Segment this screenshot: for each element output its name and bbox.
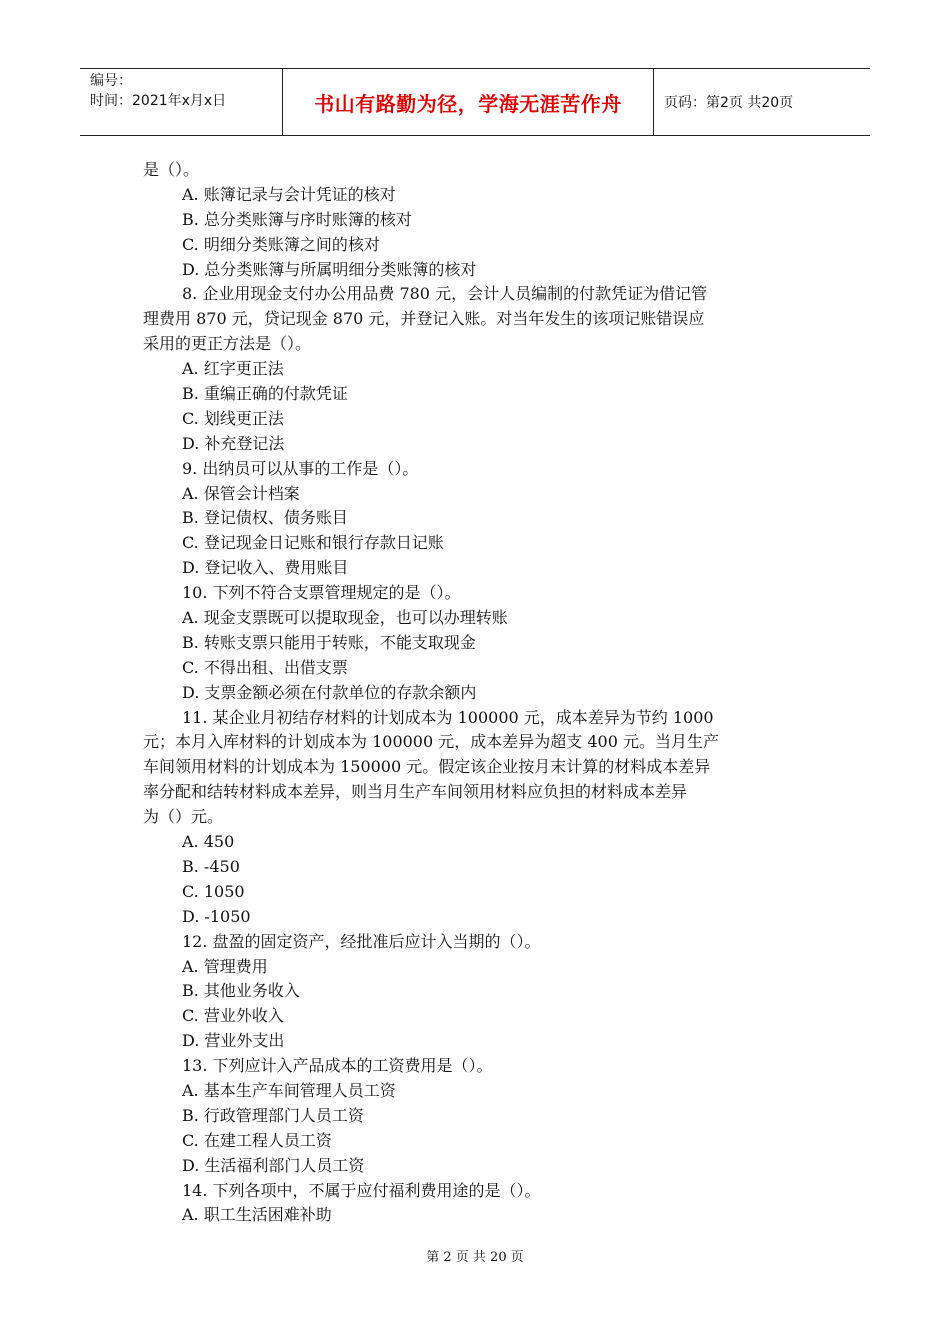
text-line: A. 红字更正法 <box>182 359 284 379</box>
text-line: C. 划线更正法 <box>182 408 284 428</box>
text-line: C. 登记现金日记账和银行存款日记账 <box>182 533 444 553</box>
text-line: B. 转账支票只能用于转账，不能支取现金 <box>182 632 476 652</box>
text-line: A. 账簿记录与会计凭证的核对 <box>182 184 396 204</box>
text-line: D. -1050 <box>182 906 251 926</box>
text-line: 10. 下列不符合支票管理规定的是（）。 <box>182 583 461 603</box>
document-body <box>143 158 813 1228</box>
text-line: A. 基本生产车间管理人员工资 <box>182 1080 396 1100</box>
text-line: B. 总分类账簿与序时账簿的核对 <box>182 209 412 229</box>
text-line: D. 支票金额必须在付款单位的存款余额内 <box>182 682 477 702</box>
text-line: 11. 某企业月初结存材料的计划成本为 100000 元，成本差异为节约 1000 <box>182 707 714 727</box>
text-line: A. 450 <box>182 832 235 852</box>
header-motto: 书山有路勤为径，学海无涯苦作舟 <box>314 91 622 116</box>
text-line: A. 管理费用 <box>182 956 268 976</box>
header-motto-cell <box>282 69 654 135</box>
header-page-info-cell <box>654 69 870 135</box>
page-footer: 第 2 页 共 20 页 <box>426 1250 524 1265</box>
header-page-info: 页码：第2页 共20页 <box>664 95 794 111</box>
text-line: 为（）元。 <box>143 807 224 827</box>
text-line: 9. 出纳员可以从事的工作是（）。 <box>182 458 419 478</box>
text-line: A. 保管会计档案 <box>182 483 300 503</box>
text-line: D. 生活福利部门人员工资 <box>182 1155 365 1175</box>
text-line: B. 行政管理部门人员工资 <box>182 1105 364 1125</box>
text-line: D. 补充登记法 <box>182 433 285 453</box>
text-line: 元；本月入库材料的计划成本为 100000 元，成本差异为超支 400 元。当月生产 <box>143 732 719 752</box>
document-number-label: 编号： <box>90 73 132 89</box>
document-time-label: 时间：2021年x月x日 <box>90 93 227 109</box>
text-line: C. 不得出租、出借支票 <box>182 657 348 677</box>
text-line: 率分配和结转材料成本差异，则当月生产车间领用材料应负担的材料成本差异 <box>143 782 688 802</box>
text-line: 车间领用材料的计划成本为 150000 元。假定该企业按月末计算的材料成本差异 <box>143 757 711 777</box>
text-line: C. 明细分类账簿之间的核对 <box>182 234 380 254</box>
text-line: C. 1050 <box>182 881 245 901</box>
header-left <box>80 69 282 135</box>
text-line: D. 总分类账簿与所属明细分类账簿的核对 <box>182 259 477 279</box>
text-line: 是（）。 <box>143 160 200 179</box>
text-line: D. 登记收入、费用账目 <box>182 558 349 578</box>
text-line: 12. 盘盈的固定资产，经批准后应计入当期的（）。 <box>182 931 541 951</box>
text-line: 8. 企业用现金支付办公用品费 780 元，会计人员编制的付款凭证为借记管 <box>182 284 708 304</box>
text-line: C. 在建工程人员工资 <box>182 1130 332 1150</box>
text-line: A. 现金支票既可以提取现金，也可以办理转账 <box>182 608 508 628</box>
text-line: 13. 下列应计入产品成本的工资费用是（）。 <box>182 1056 493 1076</box>
page-header <box>80 68 870 136</box>
text-line: B. 其他业务收入 <box>182 981 300 1001</box>
text-line: D. 营业外支出 <box>182 1031 285 1051</box>
text-line: 14. 下列各项中，不属于应付福利费用途的是（）。 <box>182 1180 541 1200</box>
text-line: B. 登记债权、债务账目 <box>182 508 348 528</box>
text-line: C. 营业外收入 <box>182 1006 284 1026</box>
text-line: B. 重编正确的付款凭证 <box>182 384 348 404</box>
text-line: A. 职工生活困难补助 <box>182 1205 332 1225</box>
text-line: 理费用 870 元，贷记现金 870 元，并登记入账。对当年发生的该项记账错误应 <box>143 309 705 329</box>
text-line: 采用的更正方法是（）。 <box>143 334 312 354</box>
text-line: B. -450 <box>182 856 240 876</box>
